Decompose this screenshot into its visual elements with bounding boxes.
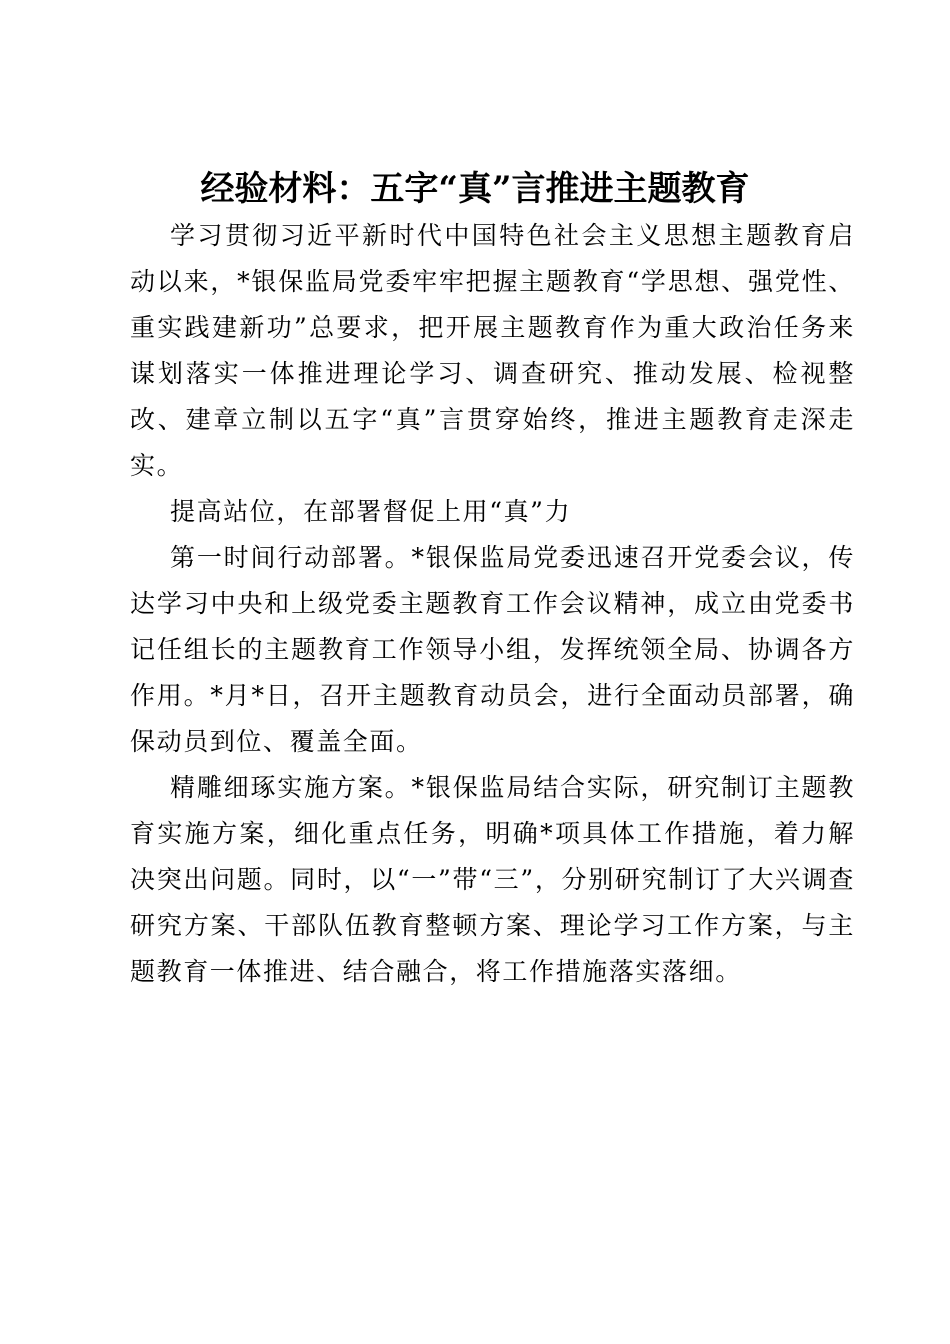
document-body bbox=[130, 213, 855, 995]
paragraph-intro: 学习贯彻习近平新时代中国特色社会主义思想主题教育启动以来，*银保监局党委牢牢把握主题教育“学思想、强党性、重实践建新功”总要求，把开展主题教育作为重大政治任务来谋划落实一体推进理论学习、调查研究、推动发展、检视整改、建章立制以五字“真”言贯穿始终，推进主题教育走深走实。 bbox=[130, 221, 855, 480]
section-heading: 提高站位，在部署督促上用“真”力 bbox=[170, 497, 572, 526]
paragraph-deployment: 第一时间行动部署。*银保监局党委迅速召开党委会议，传达学习中央和上级党委主题教育工作会议精神，成立由党委书记任组长的主题教育工作领导小组，发挥统领全局、协调各方作用。*月*日，召开主题教育动员会，进行全面动员部署，确保动员到位、覆盖全面。 bbox=[130, 543, 855, 756]
document-title: 经验材料：五字“真”言推进主题教育 bbox=[200, 169, 750, 209]
paragraph-plan: 精雕细琢实施方案。*银保监局结合实际，研究制订主题教育实施方案，细化重点任务，明确*项具体工作措施，着力解决突出问题。同时，以“一”带“三”，分别研究制订了大兴调查研究方案、干部队伍教育整顿方案、理论学习工作方案，与主题教育一体推进、结合融合，将工作措施落实落细。 bbox=[130, 773, 855, 986]
